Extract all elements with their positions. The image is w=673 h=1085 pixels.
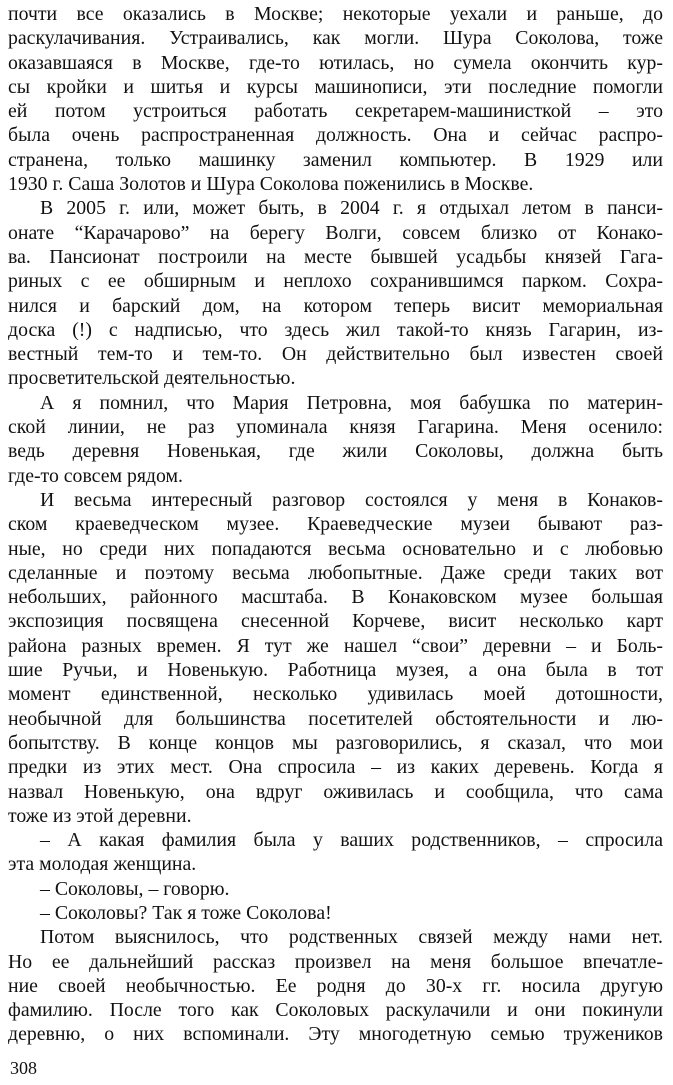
text-line: – Соколовы, – говорю. bbox=[40, 877, 230, 900]
paragraph bbox=[8, 828, 663, 877]
text-line: доска (!) с надписью, что здесь жил такой-то князь Гагарин, из- bbox=[8, 318, 663, 341]
text-line: – Соколовы? Так я тоже Соколова! bbox=[40, 901, 332, 924]
text-line: И весьма интересный разговор состоялся у меня в Конаков- bbox=[40, 488, 663, 511]
text-line: бопытству. В конце концов мы разговорились, я сказал, что мои bbox=[8, 731, 663, 754]
text-line: момент единственной, несколько удивилась моей дотошности, bbox=[8, 683, 663, 706]
text-line: вестный тем-то и тем-то. Он действительно был известен своей bbox=[8, 343, 663, 366]
text-line: тоже из этой деревни. bbox=[8, 804, 192, 827]
body-text bbox=[8, 2, 663, 1047]
text-line: ской линии, не раз упоминала князя Гагарина. Меня осенило: bbox=[8, 416, 663, 439]
text-line: сделанные и поэтому весьма любопытные. Даже среди таких вот bbox=[8, 561, 663, 584]
text-line: ные, но среди них попадаются весьма основательно и с любовью bbox=[8, 537, 663, 560]
text-line: ском краеведческом музее. Краеведческие музеи бывают раз- bbox=[8, 513, 663, 536]
paragraph bbox=[8, 391, 663, 488]
text-line: фамилию. После того как Соколовых раскулачили и они покинули bbox=[8, 999, 663, 1022]
page-number: 308 bbox=[10, 1058, 37, 1078]
text-line: почти все оказались в Москве; некоторые уехали и раньше, до bbox=[8, 3, 663, 25]
text-line: Потом выяснилось, что родственных связей между нами нет. bbox=[40, 926, 663, 949]
text-line: была очень распространенная должность. Она и сейчас распро- bbox=[8, 124, 663, 147]
paragraph bbox=[8, 2, 663, 196]
text-line: – А какая фамилия была у ваших родственников, – спросила bbox=[40, 829, 663, 852]
text-line: Но ее дальнейший рассказ произвел на меня большое впечатле- bbox=[8, 950, 663, 973]
text-line: сы кройки и шитья и курсы машинописи, эти последние помогли bbox=[8, 75, 663, 98]
text-line: риных с ее обширным и неплохо сохранившимся парком. Сохра- bbox=[8, 270, 663, 293]
paragraph bbox=[8, 196, 663, 390]
text-line: ведь деревня Новенькая, где жили Соколовы, должна быть bbox=[8, 440, 663, 463]
text-line: просветительской деятельностью. bbox=[8, 367, 296, 390]
text-line: оказавшаяся в Москве, где-то ютилась, но сумела окончить кур- bbox=[8, 51, 663, 74]
text-line: назвал Новенькую, она вдруг оживилась и сообщила, что сама bbox=[8, 780, 663, 803]
text-line: района разных времен. Я тут же нашел “свои” деревни – и Боль- bbox=[8, 634, 663, 657]
text-line: раскулачивания. Устраивались, как могли. Шура Соколова, тоже bbox=[8, 27, 663, 50]
paragraph bbox=[8, 488, 663, 828]
text-line: шие Ручьи, и Новенькую. Работница музея, а она была в тот bbox=[8, 659, 663, 682]
text-line: В 2005 г. или, может быть, в 2004 г. я отдыхал летом в панси- bbox=[40, 197, 663, 220]
paragraph bbox=[8, 925, 663, 1046]
text-line: 1930 г. Саша Золотов и Шура Соколова поженились в Москве. bbox=[8, 173, 534, 196]
text-line: деревню, о них вспоминали. Эту многодетную семью тружеников bbox=[8, 1023, 663, 1046]
text-line: ва. Пансионат построили на месте бывшей усадьбы князей Гага- bbox=[8, 245, 663, 268]
paragraph bbox=[8, 901, 663, 925]
text-line: предки из этих мест. Она спросила – из каких деревень. Когда я bbox=[8, 756, 663, 779]
text-line: эта молодая женщина. bbox=[8, 853, 197, 876]
paragraph bbox=[8, 877, 663, 901]
text-line: нился и барский дом, на котором теперь висит мемориальная bbox=[8, 294, 663, 317]
text-line: небольших, районного масштаба. В Конаковском музее большая bbox=[8, 586, 663, 609]
text-line: А я помнил, что Мария Петровна, моя бабушка по материн- bbox=[40, 391, 663, 414]
text-line: необычной для большинства посетителей обстоятельности и лю- bbox=[8, 707, 663, 730]
text-line: ей потом устроиться работать секретарем-машинисткой – это bbox=[8, 100, 663, 123]
text-line: где-то совсем рядом. bbox=[8, 464, 183, 487]
text-line: странена, только машинку заменил компьютер. В 1929 или bbox=[8, 148, 663, 171]
text-line: онате “Карачарово” на берегу Волги, совсем близко от Конако- bbox=[8, 221, 663, 244]
text-line: ние своей необычностью. Ее родня до 30-х гг. носила другую bbox=[8, 974, 663, 997]
text-line: экспозиция посвящена снесенной Корчеве, висит несколько карт bbox=[8, 610, 663, 633]
